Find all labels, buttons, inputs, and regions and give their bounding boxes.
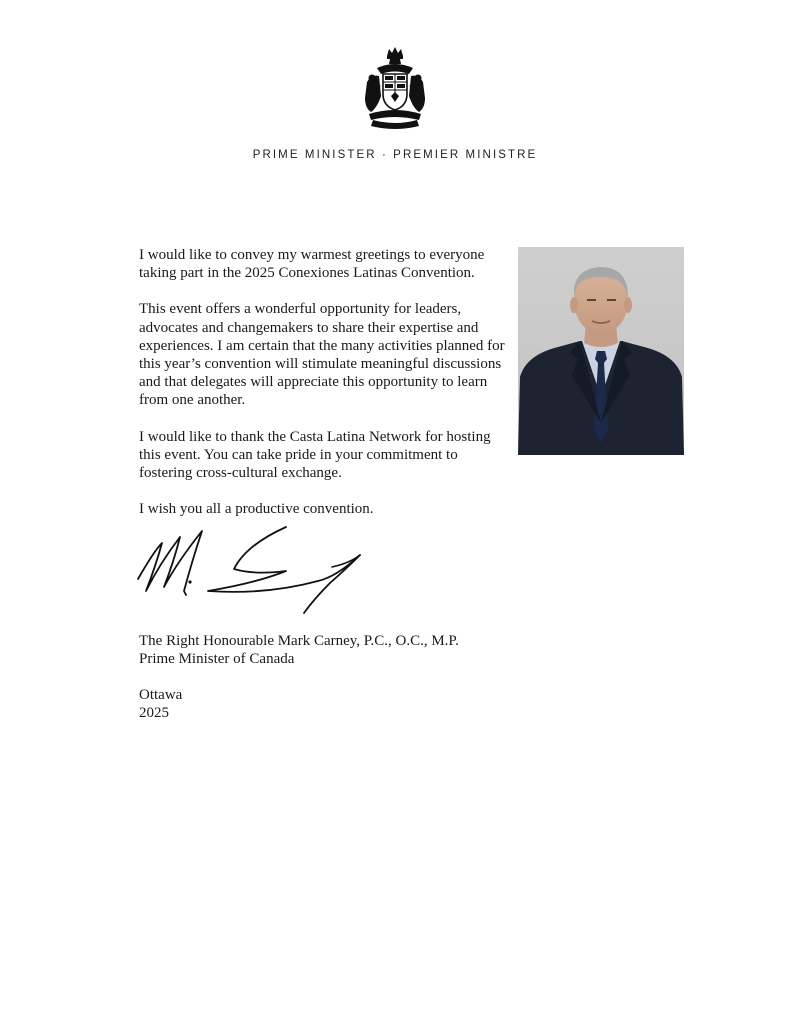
office-title: PRIME MINISTER · PREMIER MINISTRE bbox=[252, 149, 538, 161]
coat-of-arms-icon bbox=[363, 46, 427, 130]
letter-paragraph: I would like to thank the Casta Latina Network for hosting this event. You can take pride in your commitment to fostering cross-cultural exchange. bbox=[139, 428, 491, 482]
signatory-name: The Right Honourable Mark Carney, P.C., O.C., M.P. bbox=[139, 633, 459, 649]
portrait-photo bbox=[518, 247, 684, 455]
signature-icon bbox=[136, 521, 376, 617]
letter-paragraph: This event offers a wonderful opportunity for leaders, advocates and changemakers to share their expertise and experiences. I am certain that the many activities planned for this year’s convention will stimulate meaningful discussions and that delegates will appreciate this opportunity to learn from one another. bbox=[139, 301, 505, 409]
city: Ottawa bbox=[139, 687, 183, 703]
year: 2025 bbox=[139, 705, 169, 722]
place-date bbox=[139, 686, 182, 722]
letter-body bbox=[139, 246, 509, 536]
signatory-title: Prime Minister of Canada bbox=[139, 651, 295, 668]
letter-paragraph: I would like to convey my warmest greetings to everyone taking part in the 2025 Conexiones Latinas Convention. bbox=[139, 247, 485, 282]
signature-block bbox=[139, 632, 459, 668]
letter-paragraph: I wish you all a productive convention. bbox=[139, 501, 374, 518]
